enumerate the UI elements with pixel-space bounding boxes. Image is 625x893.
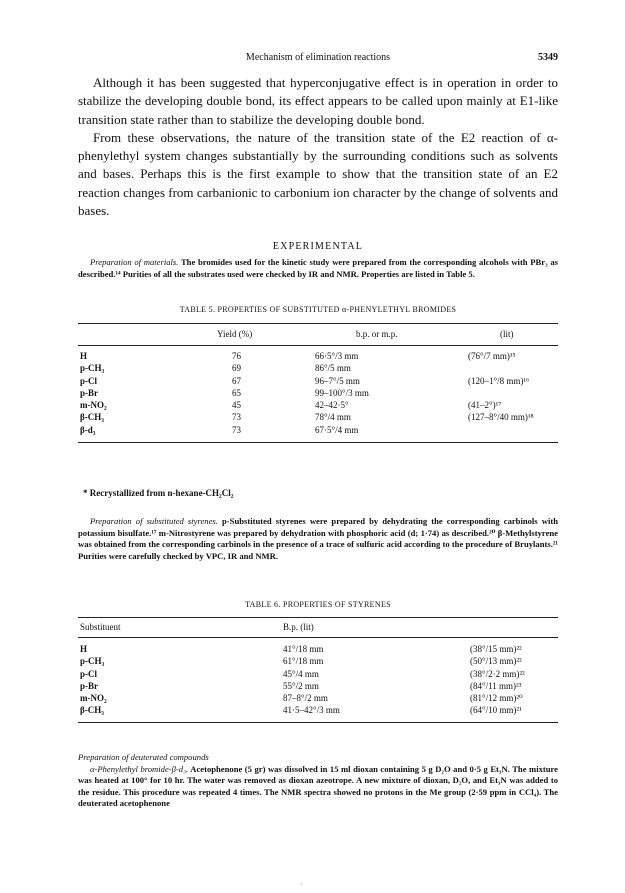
table5-cell: 67·5°/4 mm [315, 424, 359, 435]
paragraph-2: From these observations, the nature of the transition state of the E2 reaction of α-phenylethyl system changes substantially by the surrounding conditions such as solvents and bases. Perhaps this is the first example to show that the transition state of an E2 reaction changes from carbanionic to carbonium ion character by the change of solvents and bases. [78, 129, 558, 219]
deuterated-section [78, 752, 558, 810]
table5-cell: H [80, 351, 88, 361]
table6-cell: 41·5–42°/3 mm [283, 705, 340, 716]
table6-cell: m-NO₂ [80, 693, 107, 704]
table6-lit-column [470, 643, 525, 717]
table6-cell: (84°/11 mm)²³ [470, 680, 522, 691]
paragraph-1: Although it has been suggested that hyperconjugative effect is in operation in order to stabilize the developing double bond, its effect appears to be called upon mainly at E1-like transition state rather than to stabilize the developing double bond. [78, 75, 558, 127]
table6-top-rule [78, 617, 558, 618]
table5-cell [468, 424, 534, 436]
table5-mid-rule [78, 345, 558, 346]
page-mark: · [300, 880, 303, 889]
table5-cell: (76°/7 mm)¹⁵ [468, 351, 516, 361]
table6-header-substituent: Substituent [80, 622, 121, 632]
table5-bp-column [315, 350, 369, 436]
table6-cell: 45°/4 mm [283, 668, 319, 679]
table6-cell: p-Br [80, 680, 98, 691]
materials-paragraph [78, 257, 558, 280]
table6-cell: (64°/10 mm)²¹ [470, 705, 522, 716]
table6-bottom-rule [78, 722, 558, 723]
table5-caption: TABLE 5. PROPERTIES OF SUBSTITUTED α-PHENYLETHYL BROMIDES [179, 305, 457, 314]
experimental-heading: EXPERIMENTAL [272, 241, 364, 252]
table5-cell: 45 [232, 400, 241, 411]
table6-cell: (81°/12 mm)²⁰ [470, 693, 523, 704]
deuterated-subtitle: α-Phenylethyl bromide-β-d₃. [90, 763, 189, 774]
table5-bottom-rule [78, 442, 558, 443]
table5-cell: 67 [232, 375, 241, 386]
deuterated-text: Acetophenone (5 gr) was dissolved in 15 ml dioxan containing 5 g D₂O and 0·5 g Et₃N. The mixture was heated at 100° for 10 hr. The water was removed as dioxan azeotrope. A new mixture of dioxan, D₂O, and Et₃N was added to the residue. This procedure was repeated 4 times. The NMR spectra showed no protons in the Me group (2·59 ppm in CCl₄). The deuterated acetophenone [78, 763, 558, 809]
table5-cell: (41–2°)¹⁷ [468, 400, 502, 411]
running-title: Mechanism of elimination reactions [245, 52, 391, 63]
table6-cell: 55°/2 mm [283, 680, 319, 691]
materials-section [78, 257, 558, 280]
styrenes-text: p-Substituted styrenes were prepared by dehydrating the corresponding carbinols with potassium bisulfate.¹⁷ m-Nitrostyrene was prepared by dehydration with phosphoric acid (d; 1·74) as described.²⁰ β-Methylstyrene was obtained from the corresponding carbinols in the presence of a trace of sulfuric acid according to the procedure of Bruylants.²¹ Purities were carefully checked by VPC, IR and NMR. [78, 516, 558, 561]
styrenes-title: Preparation of substituted styrenes. [90, 516, 218, 526]
table5-cell: β-CH₃ [80, 412, 104, 423]
table5-cell: 76 [232, 351, 241, 361]
table6-cell: 61°/18 mm [283, 656, 324, 667]
table5-cell: 96–7°/5 mm [315, 375, 360, 386]
table5-cell: 99–100°/3 mm [315, 387, 369, 398]
table5-cell: 42–42·5° [315, 400, 349, 411]
table5-cell: 66·5°/3 mm [315, 351, 359, 361]
table5-cell: p-Br [80, 387, 98, 398]
table6-cell: H [80, 644, 88, 654]
deuterated-paragraph [78, 764, 558, 810]
table5-substituent-column [80, 350, 107, 436]
table5-cell: p-Cl [80, 375, 98, 386]
table5-cell [468, 362, 534, 374]
table6-header-bp: B.p. (lit) [283, 622, 314, 632]
materials-text: The bromides used for the kinetic study were prepared from the corresponding alcohols with PBr₃ as described.¹⁴ Purities of all the substrates used were checked by IR and NMR. Properties are listed in Table 5. [78, 257, 558, 279]
table5-cell: m-NO₂ [80, 400, 107, 411]
table5-cell [468, 387, 534, 399]
table5-cell: p-CH₃ [80, 363, 105, 374]
table5-cell: 69 [232, 363, 241, 374]
table5-top-rule [78, 323, 558, 324]
table6-cell: (50°/13 mm)²² [470, 656, 522, 667]
table5-yield-column [232, 350, 241, 436]
table5-lit-column [468, 350, 534, 436]
table6-cell: 41°/18 mm [283, 644, 324, 654]
body-text [78, 74, 558, 220]
table6-cell: 87–8°/2 mm [283, 693, 328, 704]
styrenes-paragraph [78, 516, 558, 562]
materials-title: Preparation of materials. [90, 257, 179, 267]
table6-caption: TABLE 6. PROPERTIES OF STYRENES [245, 600, 391, 609]
table5-cell: 73 [232, 424, 241, 435]
table6-cell: p-CH₃ [80, 656, 105, 667]
table6-cell: (38°/2·2 mm)²² [470, 668, 525, 679]
table5-cell: 65 [232, 387, 241, 398]
table5-header-lit: (lit) [500, 329, 514, 339]
table5-cell: 78°/4 mm [315, 412, 351, 423]
table5-cell: 73 [232, 412, 241, 423]
page-number: 5349 [538, 52, 558, 63]
table6-cell: p-Cl [80, 668, 98, 679]
deuterated-title: Preparation of deuterated compounds [78, 752, 209, 762]
table6-cell: β-CH₃ [80, 705, 104, 716]
table5-cell: (120–1°/8 mm)¹⁶ [468, 375, 530, 386]
running-header [78, 52, 558, 66]
table5-cell: (127–8°/40 mm)¹⁸ [468, 412, 534, 423]
table5-footnote: * Recrystallized from n-hexane-CH₂Cl₂ [83, 488, 234, 498]
styrenes-section [78, 516, 558, 562]
table6-mid-rule [78, 637, 558, 638]
table6-bp-column [283, 643, 340, 717]
table5-cell: β-d₃ [80, 424, 96, 435]
table5-header-yield: Yield (%) [217, 329, 253, 339]
table6-cell: (38°/15 mm)²² [470, 644, 522, 654]
table6-substituent-column [80, 643, 107, 717]
table5-header-bp: b.p. or m.p. [356, 329, 398, 339]
table5-cell: 86°/5 mm [315, 363, 351, 374]
